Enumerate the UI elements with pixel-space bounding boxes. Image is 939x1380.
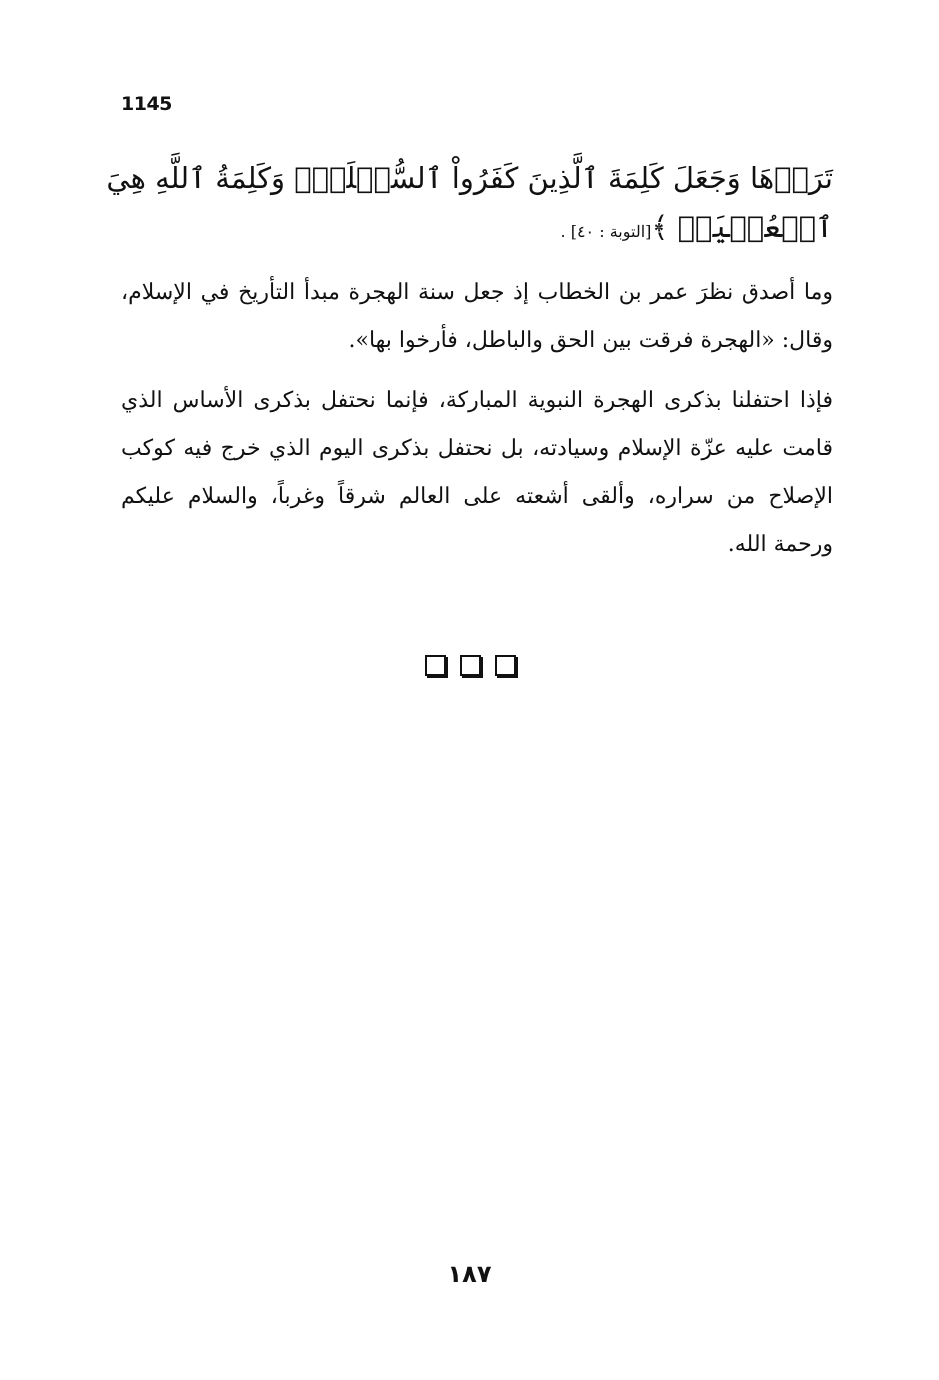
separator-square-icon [495, 655, 516, 676]
page-number-bottom: ١٨٧ [447, 1260, 492, 1288]
paragraph-hijra-celebration: فإذا احتفلنا بذكرى الهجرة النبوية المباركة، فإنما نحتفل بذكرى الأساس الذي قامت عليه عزّة الإسلام وسيادته، بل نحتفل بذكرى اليوم الذي خرج فيه كوكب الإصلاح من سراره، وألقى أشعته على العالم شرقاً وغرباً، والسلام عليكم ورحمة الله. [121, 388, 833, 557]
paragraph-hijri-calendar: وما أصدق نظرَ عمر بن الخطاب إذ جعل سنة الهجرة مبدأ التأريخ في الإسلام، وقال: «الهجرة فرقت بين الحق والباطل، فأرخوا بها». [121, 280, 833, 353]
verse-reference: [التوبة : ٤٠] . [560, 222, 652, 241]
page-number-top: 1145 [121, 93, 172, 115]
quran-verse-line-1: تَرَوۡهَا وَجَعَلَ كَلِمَةَ ٱلَّذِينَ كَفَرُواْ ٱلسُّفۡلَىٰۗ وَكَلِمَةُ ٱللَّهِ هِيَ [106, 161, 833, 195]
quran-verse-end: ٱلۡعُلۡيَاۗ ﴾ [651, 210, 833, 244]
quran-verse-line-2 [121, 204, 833, 255]
separator-square-icon [425, 655, 446, 676]
separator-square-icon [460, 655, 481, 676]
section-separator [425, 655, 516, 676]
main-text [106, 152, 833, 569]
